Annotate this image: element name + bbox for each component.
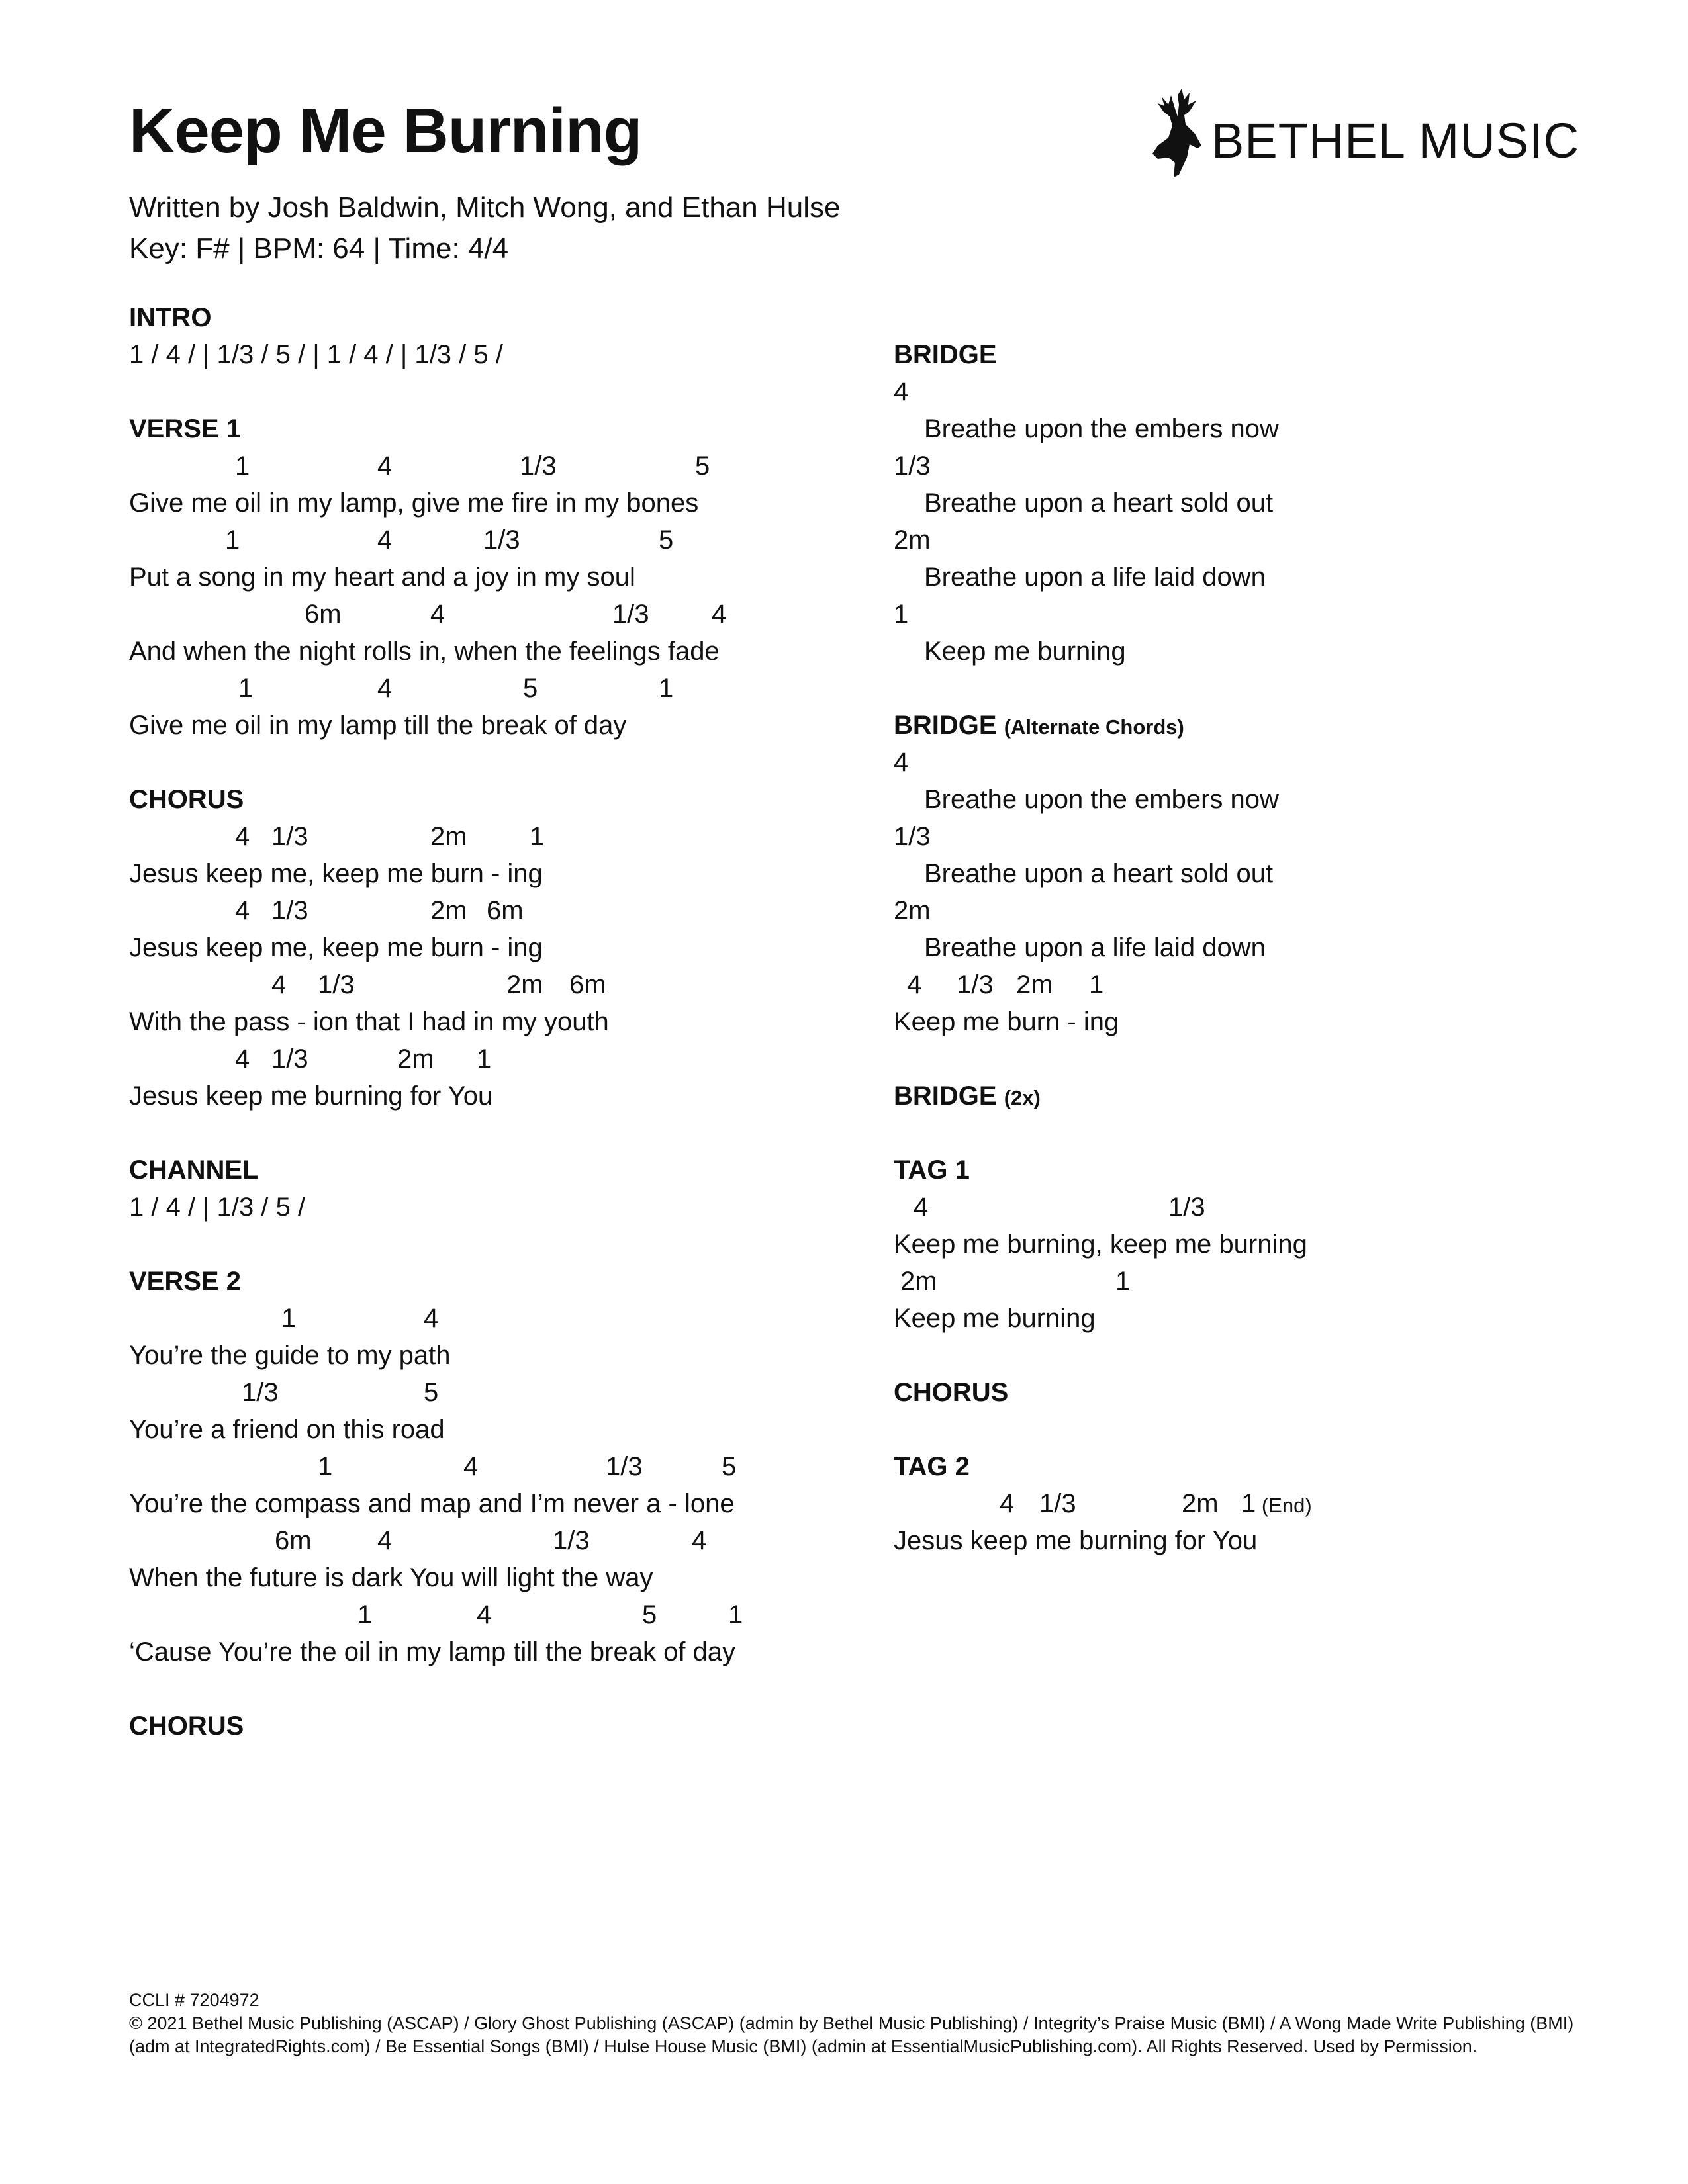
section-title — [129, 781, 857, 818]
chord: 2m — [1016, 970, 1053, 999]
chord: 1/3 — [606, 1452, 643, 1481]
left-column — [129, 299, 857, 1782]
section-title-text: CHORUS — [894, 1378, 1009, 1407]
lyric-line: Give me oil in my lamp till the break of day — [129, 711, 627, 740]
chord: 1/3 — [483, 525, 520, 555]
section-title-note: (2x) — [1004, 1086, 1041, 1109]
lyric-line: Give me oil in my lamp, give me fire in my bones — [129, 488, 699, 518]
lyric-line: Keep me burning — [924, 637, 1126, 666]
section-verse-1 — [129, 410, 857, 744]
lyric-line: You’re a friend on this road — [129, 1415, 445, 1444]
chord: 1/3 — [553, 1526, 590, 1555]
chord-line — [129, 1374, 857, 1411]
chord: 1 — [1089, 970, 1104, 999]
chord: 6m — [305, 600, 342, 629]
copyright-notice: © 2021 Bethel Music Publishing (ASCAP) / Glory Ghost Publishing (ASCAP) (admin by Bethel Music Publishing) / Integrity’s Praise Music (BMI) / A Wong Made Write Publishing (BMI) (adm at IntegratedRights.com) / Be Essential Songs (BMI) / Hulse House Music (BMI) (admin at EssentialMusicPublishing.com). All Rights Reserved. Used by Permission. — [129, 2013, 1574, 2056]
lyric-line: Keep me burn - ing — [894, 1007, 1119, 1036]
section-bridge — [894, 336, 1622, 670]
section-title — [129, 1707, 857, 1745]
chord-line — [894, 744, 1622, 781]
chord-line — [894, 892, 1622, 929]
lyric-line: You’re the compass and map and I’m never a - lone — [129, 1489, 735, 1518]
lyric-line: Jesus keep me, keep me burn - ing — [129, 859, 543, 888]
chord-line — [129, 892, 857, 929]
chord: 6m — [569, 970, 606, 999]
section-title — [129, 1263, 857, 1300]
chord: 4 — [377, 525, 393, 555]
chord-line — [129, 670, 857, 707]
chord: 1/3 — [520, 451, 557, 480]
deer-head-icon — [1149, 85, 1208, 184]
section-title-text: BRIDGE — [894, 340, 997, 369]
end-marker: (End) — [1256, 1494, 1312, 1517]
lyric-line: Jesus keep me burning for You — [129, 1081, 493, 1111]
chord: 1/3 — [271, 1044, 308, 1073]
chord-line — [129, 1522, 857, 1559]
chord: 1/3 — [1168, 1193, 1205, 1222]
chord: 4 — [430, 600, 445, 629]
chord: 5 — [695, 451, 710, 480]
chord: 1/3 — [318, 970, 355, 999]
chord-line — [129, 1596, 857, 1633]
chord: 1/3 — [1039, 1489, 1076, 1518]
chord: 4 — [712, 600, 727, 629]
lyric-line: Keep me burning — [894, 1304, 1096, 1333]
chord: 4 — [1000, 1489, 1015, 1518]
lyric-line: Put a song in my heart and a joy in my soul — [129, 563, 635, 592]
chord: 6m — [487, 896, 524, 925]
lyric-line: Keep me burning, keep me burning — [894, 1230, 1307, 1259]
chord: 4 — [914, 1193, 929, 1222]
chord-line — [894, 1485, 1622, 1522]
song-title: Keep Me Burning — [129, 95, 642, 166]
lyric-line: With the pass - ion that I had in my youth — [129, 1007, 609, 1036]
section-tag-1 — [894, 1152, 1622, 1337]
chord: 1 — [225, 525, 240, 555]
chord-line — [894, 1189, 1622, 1226]
lyric-line: Breathe upon a life laid down — [924, 933, 1266, 962]
chord: 2m — [894, 896, 931, 925]
chord: 1/3 — [894, 822, 931, 851]
lyric-line: Breathe upon a heart sold out — [924, 488, 1274, 518]
section-title — [129, 299, 857, 336]
lyric-line: Breathe upon a life laid down — [924, 563, 1266, 592]
chord: 4 — [463, 1452, 479, 1481]
chord: 4 — [907, 970, 922, 999]
chord: 2m — [506, 970, 543, 999]
section-title — [894, 1374, 1622, 1411]
chord-line — [129, 1448, 857, 1485]
chord-line — [894, 447, 1622, 484]
section-bridge — [894, 707, 1622, 1040]
chord: 4 — [235, 896, 250, 925]
lyric-line: Breathe upon the embers now — [924, 414, 1279, 443]
chord: 5 — [523, 674, 538, 703]
lyric-line: And when the night rolls in, when the feelings fade — [129, 637, 720, 666]
section-tag-2 — [894, 1448, 1622, 1559]
chord: 1 — [1115, 1267, 1131, 1296]
chord: 1/3 — [271, 896, 308, 925]
chord: 1/3 — [612, 600, 649, 629]
chord: 2m — [900, 1267, 937, 1296]
lyric-line: Jesus keep me burning for You — [894, 1526, 1258, 1555]
chord: 1/3 — [271, 822, 308, 851]
chord: 1 — [894, 600, 909, 629]
chord: 2m — [1182, 1489, 1219, 1518]
chord: 1/3 — [242, 1378, 279, 1407]
chord-line — [129, 1040, 857, 1077]
chord-line — [894, 966, 1622, 1003]
footer — [129, 1989, 1605, 2058]
section-title — [894, 1448, 1622, 1485]
chord-line — [129, 818, 857, 855]
chord: 1 — [238, 674, 254, 703]
song-writers: Written by Josh Baldwin, Mitch Wong, and Ethan Hulse — [129, 191, 841, 224]
section-title — [894, 1152, 1622, 1189]
section-channel — [129, 1152, 857, 1226]
ccli-number: CCLI # 7204972 — [129, 1990, 259, 2010]
right-column — [894, 336, 1622, 1596]
section-chorus — [129, 1707, 857, 1745]
progression-line: 1 / 4 / | 1/3 / 5 / — [129, 1193, 306, 1222]
chord-line — [129, 522, 857, 559]
chord: 1 — [318, 1452, 333, 1481]
chord: 4 — [271, 970, 287, 999]
chord: 2m — [430, 822, 467, 851]
chord-line — [894, 522, 1622, 559]
chord: 4 — [894, 377, 909, 406]
lyric-line: Breathe upon a heart sold out — [924, 859, 1274, 888]
section-title-text: BRIDGE — [894, 1081, 997, 1111]
chord: 4 — [377, 674, 393, 703]
section-title-text: CHANNEL — [129, 1156, 259, 1185]
chord: 5 — [424, 1378, 439, 1407]
chord: 4 — [894, 748, 909, 777]
chord: 5 — [722, 1452, 737, 1481]
chord-line — [129, 1300, 857, 1337]
chord: 5 — [642, 1600, 657, 1629]
chord-line — [894, 1263, 1622, 1300]
section-intro — [129, 299, 857, 373]
lyric-line: ‘Cause You’re the oil in my lamp till the break of day — [129, 1637, 736, 1666]
section-title — [129, 1152, 857, 1189]
chord: 1 — [728, 1600, 743, 1629]
song-meta: Key: F# | BPM: 64 | Time: 4/4 — [129, 232, 509, 265]
chord: 4 — [477, 1600, 492, 1629]
chord: 2m — [397, 1044, 434, 1073]
chord: 1 — [235, 451, 250, 480]
section-title-text: BRIDGE — [894, 711, 997, 740]
section-bridge — [894, 1077, 1622, 1115]
section-verse-2 — [129, 1263, 857, 1670]
lyric-line: When the future is dark You will light the way — [129, 1563, 653, 1592]
section-title — [129, 410, 857, 447]
chord: 4 — [424, 1304, 439, 1333]
section-title-note: (Alternate Chords) — [1004, 715, 1184, 739]
lyric-line: Jesus keep me, keep me burn - ing — [129, 933, 543, 962]
chord-line — [894, 596, 1622, 633]
section-title-text: VERSE 1 — [129, 414, 241, 443]
lyric-line: You’re the guide to my path — [129, 1341, 451, 1370]
section-title-text: TAG 1 — [894, 1156, 970, 1185]
logo-wordmark: BETHEL MUSIC — [1211, 113, 1580, 168]
chord: 4 — [692, 1526, 707, 1555]
chord: 1 — [659, 674, 674, 703]
section-title-text: INTRO — [129, 303, 212, 332]
chord: 2m — [430, 896, 467, 925]
section-title — [894, 336, 1622, 373]
chord-line — [894, 373, 1622, 410]
chord-line — [129, 966, 857, 1003]
lyric-line: Breathe upon the embers now — [924, 785, 1279, 814]
section-title-text: CHORUS — [129, 785, 244, 814]
chord: 4 — [235, 1044, 250, 1073]
section-title — [894, 707, 1622, 744]
section-chorus — [894, 1374, 1622, 1411]
section-title-text: TAG 2 — [894, 1452, 970, 1481]
section-title-text: VERSE 2 — [129, 1267, 241, 1296]
chord: 1 — [530, 822, 545, 851]
section-chorus — [129, 781, 857, 1115]
chord-line — [129, 447, 857, 484]
chord: 1 — [477, 1044, 492, 1073]
chord: 2m — [894, 525, 931, 555]
section-title — [894, 1077, 1622, 1115]
section-title-text: CHORUS — [129, 1711, 244, 1741]
chord: 4 — [235, 822, 250, 851]
chord-line — [129, 596, 857, 633]
chord: 1/3 — [957, 970, 994, 999]
chord: 4 — [377, 1526, 393, 1555]
progression-line: 1 / 4 / | 1/3 / 5 / | 1 / 4 / | 1/3 / 5 / — [129, 340, 503, 369]
chord: 1 (End) — [1241, 1489, 1312, 1518]
chord: 6m — [275, 1526, 312, 1555]
chord: 4 — [377, 451, 393, 480]
chord: 5 — [659, 525, 674, 555]
chord: 1 — [357, 1600, 373, 1629]
bethel-music-logo — [1149, 85, 1580, 184]
chord-line — [894, 818, 1622, 855]
chord: 1/3 — [894, 451, 931, 480]
chord: 1 — [281, 1304, 297, 1333]
